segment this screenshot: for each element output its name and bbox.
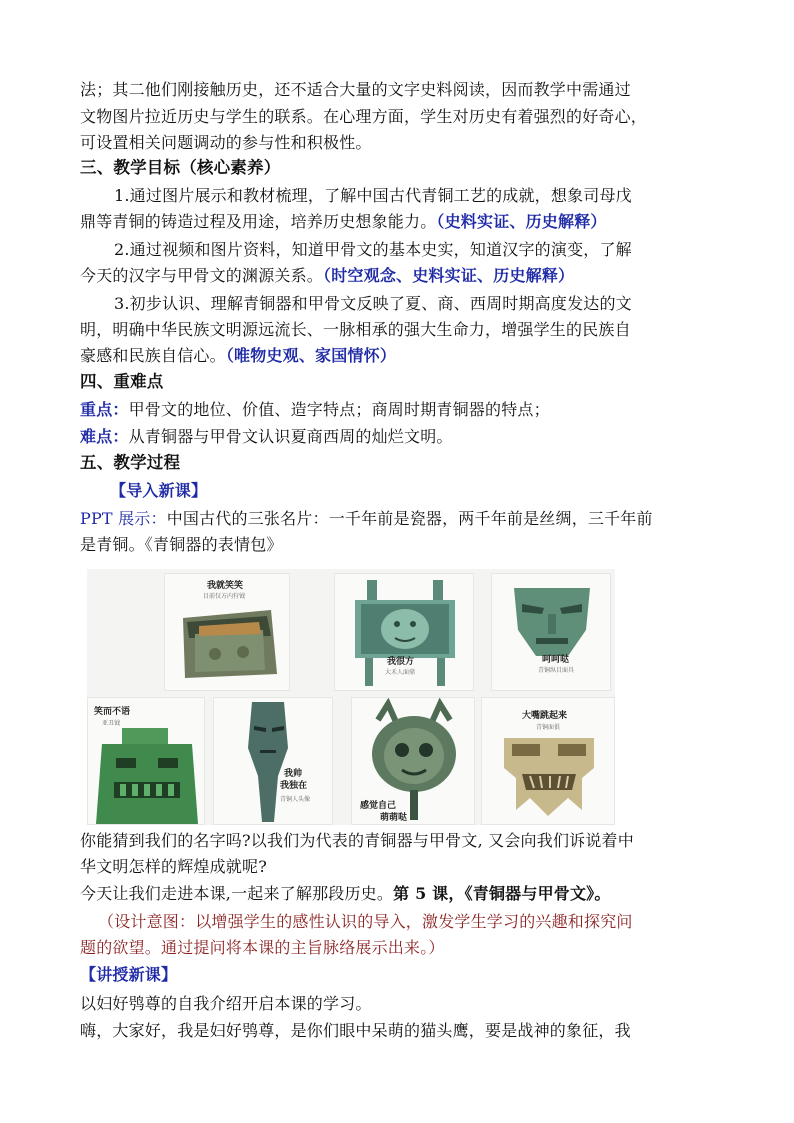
goal-2-text: 今天的汉字与甲骨文的渊源关系。 <box>80 266 324 285</box>
tile-round-bronze-face <box>351 697 475 825</box>
difficulty-line <box>80 424 720 450</box>
goal-3-line-2: 明，明确中华民族文明源远流长、一脉相承的强大生命力，增强学生的民族自 <box>80 320 631 339</box>
question-line-1: 你能猜到我们的名字吗?以我们为代表的青铜器与甲骨文, 又会向我们诉说着中 <box>80 831 634 850</box>
tile-2-subcaption: 大禾人面鼎 <box>385 669 416 676</box>
intro-line-1: 法；其二他们刚接触历史，还不适合大量的文字史料阅读，因而教学中需通过 <box>80 80 631 99</box>
goal-3-text: 豪感和民族自信心。 <box>80 346 226 365</box>
goal-2-literacy-tag: （时空观念、史料实证、历史解释） <box>323 266 575 285</box>
ppt-line-1 <box>80 506 720 532</box>
key-point-label: 重点： <box>80 400 129 419</box>
key-point-text: 甲骨文的地位、价值、造字特点；商周时期青铜器的特点； <box>128 400 550 419</box>
lesson-intro-text: 今天让我们走进本课,一起来了解那段历史。 <box>80 884 394 903</box>
lecture-line-2: 嗨，大家好，我是妇好鸮尊，是你们眼中呆萌的猫头鹰，要是战神的象征，我 <box>80 1021 631 1040</box>
tile-bronze-mask <box>491 573 611 691</box>
tile-1-subcaption: 目前仅方内狩钺 <box>203 593 246 600</box>
tile-2-caption: 我很方 <box>387 657 415 667</box>
tile-4-caption: 笑而不语 <box>94 707 131 717</box>
goal-1-line-2 <box>80 209 720 235</box>
ppt-label: PPT 展示： <box>80 509 167 528</box>
key-point-line <box>80 397 720 423</box>
tile-1-caption: 我就笑笑 <box>207 581 244 591</box>
question-line-2: 华文明怎样的辉煌成就呢? <box>80 857 267 876</box>
goal-2-line-1: 2.通过视频和图片资料，知道甲骨文的基本史实，知道汉字的演变，了解 <box>114 240 632 259</box>
tile-square-ding <box>334 573 474 691</box>
tile-ya-chou-yue <box>87 697 205 825</box>
intro-lesson-tag: 【导入新课】 <box>110 481 208 500</box>
difficulty-label: 难点： <box>80 427 129 446</box>
tile-6-caption-2: 萌萌哒 <box>380 813 408 823</box>
big-mouth-mask-image <box>482 698 615 825</box>
bronze-emoji-collage <box>87 569 615 825</box>
tile-4-subcaption: 亚丑钺 <box>102 720 121 727</box>
tile-bronze-axe <box>164 573 290 691</box>
bronze-mask-image <box>492 574 612 692</box>
intro-line-3: 可设置相关问题调动的参与性和积极性。 <box>80 133 372 152</box>
ppt-line-2: 是青铜。《青铜器的表情包》 <box>80 535 283 554</box>
goal-3-line-3 <box>80 343 720 369</box>
lecture-line-1: 以妇好鸮尊的自我介绍开启本课的学习。 <box>80 994 372 1013</box>
lesson-title-line <box>80 881 720 907</box>
tile-3-subcaption: 青铜纵目面具 <box>538 667 575 674</box>
section-5-title: 五、教学过程 <box>80 453 181 472</box>
tile-5-caption: 我帅 <box>284 769 303 779</box>
goal-1-line-1: 1.通过图片展示和教材梳理，了解中国古代青铜工艺的成就，想象司母戊 <box>114 186 632 205</box>
lesson-title: 第 5 课，《青铜器与甲骨文》。 <box>393 884 611 903</box>
design-intent-line-2: 题的欲望。通过提问将本课的主旨脉络展示出来。） <box>80 938 445 957</box>
tile-7-caption: 大嘴跳起来 <box>522 711 568 721</box>
difficulty-text: 从青铜器与甲骨文认识夏商西周的灿烂文明。 <box>128 427 453 446</box>
tile-bronze-head <box>213 697 333 825</box>
tile-6-caption: 感觉自己 <box>360 801 397 811</box>
tile-3-caption: 呵呵哒 <box>542 655 570 665</box>
tile-big-mouth-mask <box>481 697 615 825</box>
goal-3-literacy-tag: （唯物史观、家国情怀） <box>225 346 397 365</box>
intro-line-2: 文物图片拉近历史与学生的联系。在心理方面，学生对历史有着强烈的好奇心， <box>80 107 648 126</box>
ppt-text: 中国古代的三张名片：一千年前是瓷器，两千年前是丝绸，三千年前 <box>166 509 653 528</box>
bronze-head-image <box>214 698 334 825</box>
tile-5-caption-2: 我独在 <box>280 781 308 791</box>
bronze-axe-image <box>165 574 291 692</box>
design-intent-line-1: （设计意图：以增强学生的感性认识的导入，激发学生学习的兴趣和探究问 <box>98 912 633 931</box>
lecture-tag: 【讲授新课】 <box>80 965 178 984</box>
goal-2-line-2 <box>80 263 720 289</box>
section-3-title: 三、教学目标（核心素养） <box>80 158 281 177</box>
tile-5-subcaption: 青铜人头像 <box>280 796 311 803</box>
goal-1-text: 鼎等青铜的铸造过程及用途，培养历史想象能力。 <box>80 212 437 231</box>
section-4-title: 四、重难点 <box>80 372 164 391</box>
goal-3-line-1: 3.初步认识、理解青铜器和甲骨文反映了夏、商、西周时期高度发达的文 <box>114 294 632 313</box>
ya-chou-yue-image <box>88 698 206 825</box>
tile-7-subcaption: 青铜面俱 <box>536 724 561 731</box>
goal-1-literacy-tag: （史料实证、历史解释） <box>436 212 607 231</box>
